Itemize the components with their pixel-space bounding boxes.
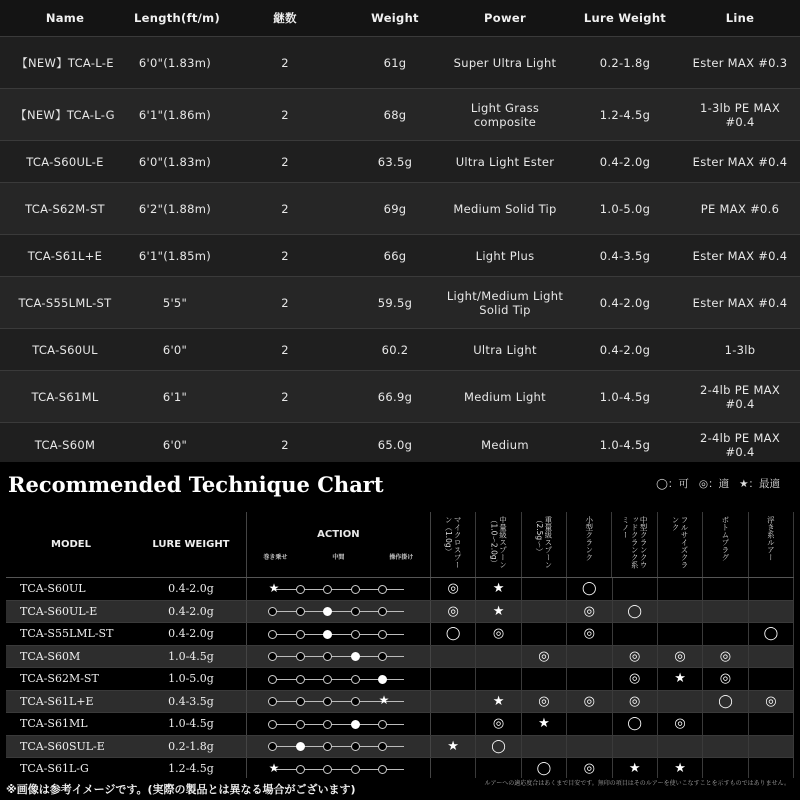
technique-row bbox=[6, 646, 794, 669]
technique-mark: ◎ bbox=[658, 713, 703, 735]
technique-col-6 bbox=[703, 512, 748, 577]
spec-header-4: Power bbox=[484, 11, 526, 25]
spec-cell: Super Ultra Light bbox=[453, 55, 557, 70]
technique-mark bbox=[703, 601, 748, 623]
action-dot bbox=[296, 675, 305, 684]
action-scale bbox=[268, 760, 408, 775]
spec-cell: 1-3lb PE MAX #0.4 bbox=[699, 100, 781, 129]
technique-mark bbox=[658, 601, 703, 623]
action-dot bbox=[351, 675, 360, 684]
technique-mark: ◎ bbox=[613, 668, 658, 690]
action-dot bbox=[268, 607, 277, 616]
technique-mark: ◯ bbox=[749, 623, 794, 645]
action-dot bbox=[351, 585, 360, 594]
lure-note: ルアーへの適応度合はあくまで目安です。無印の項目はそのルアーを使いこなすことを示すものではありません。 bbox=[484, 780, 790, 787]
technique-mark bbox=[476, 646, 521, 668]
technique-mark: ◎ bbox=[522, 646, 567, 668]
row-model: TCA-S55LML-ST bbox=[20, 627, 114, 641]
row-action bbox=[246, 668, 431, 690]
technique-label: 中量級スプーン（1.0〜2.0g） bbox=[489, 516, 508, 569]
technique-row bbox=[6, 601, 794, 624]
spec-cell: 6'1"(1.85m) bbox=[138, 248, 212, 263]
footer bbox=[0, 778, 800, 800]
spec-cell: TCA-S60UL bbox=[32, 342, 98, 357]
spec-cell: 1-3lb bbox=[724, 342, 756, 357]
action-sub-1: 中間 bbox=[332, 553, 345, 561]
spec-cell: 2 bbox=[281, 201, 289, 216]
action-dot bbox=[351, 652, 360, 661]
spec-cell: 61g bbox=[383, 55, 407, 70]
action-dot bbox=[323, 652, 332, 661]
action-dot bbox=[296, 630, 305, 639]
row-model: TCA-S62M-ST bbox=[20, 672, 99, 686]
technique-mark: ◎ bbox=[476, 623, 521, 645]
action-dot bbox=[351, 697, 360, 706]
row-action bbox=[246, 691, 431, 713]
technique-mark bbox=[749, 578, 794, 600]
spec-cell: PE MAX #0.6 bbox=[700, 201, 780, 216]
spec-cell: 60.2 bbox=[381, 342, 409, 357]
spec-cell: 0.4-2.0g bbox=[599, 295, 651, 310]
technique-chart bbox=[0, 462, 800, 800]
row-lure-weight: 1.0-4.5g bbox=[168, 649, 214, 663]
action-dot bbox=[296, 652, 305, 661]
technique-mark: ◎ bbox=[567, 623, 612, 645]
technique-label: フルサイズクランク bbox=[671, 516, 690, 569]
action-dot bbox=[296, 720, 305, 729]
action-scale bbox=[268, 674, 408, 684]
spec-cell: 68g bbox=[383, 107, 407, 122]
action-dot bbox=[351, 742, 360, 751]
spec-cell: Ester MAX #0.4 bbox=[692, 295, 788, 310]
action-dot bbox=[268, 742, 277, 751]
spec-cell: TCA-S60UL-E bbox=[26, 154, 104, 169]
spec-row bbox=[0, 88, 800, 140]
technique-mark bbox=[567, 668, 612, 690]
spec-cell: 66.9g bbox=[377, 389, 413, 404]
technique-mark bbox=[749, 736, 794, 758]
spec-cell: TCA-S60M bbox=[34, 437, 96, 452]
technique-row bbox=[6, 736, 794, 759]
spec-cell: Ester MAX #0.4 bbox=[692, 248, 788, 263]
spec-row bbox=[0, 36, 800, 88]
technique-mark bbox=[522, 668, 567, 690]
spec-row bbox=[0, 234, 800, 276]
action-dot bbox=[351, 765, 360, 774]
technique-row bbox=[6, 578, 794, 601]
spec-cell: 6'1"(1.86m) bbox=[138, 107, 212, 122]
action-dot bbox=[296, 742, 305, 751]
row-action bbox=[246, 758, 431, 780]
spec-cell: Medium Solid Tip bbox=[453, 201, 557, 216]
technique-row bbox=[6, 668, 794, 691]
technique-label: 小型クランク bbox=[584, 516, 594, 561]
technique-mark bbox=[749, 646, 794, 668]
spec-cell: 2 bbox=[281, 342, 289, 357]
technique-mark: ★ bbox=[476, 691, 521, 713]
spec-header-6: Line bbox=[725, 11, 755, 25]
action-dot bbox=[323, 607, 332, 616]
technique-mark bbox=[658, 578, 703, 600]
action-dot bbox=[351, 607, 360, 616]
technique-mark bbox=[476, 668, 521, 690]
chart-title: Recommended Technique Chart bbox=[8, 472, 384, 497]
spec-table-body bbox=[0, 36, 800, 466]
spec-header-2: 継数 bbox=[273, 11, 297, 25]
row-action bbox=[246, 623, 431, 645]
technique-mark bbox=[431, 758, 476, 780]
row-model: TCA-S61L-G bbox=[20, 762, 89, 776]
spec-row bbox=[0, 328, 800, 370]
row-model: TCA-S60UL bbox=[20, 582, 86, 596]
action-dot bbox=[323, 765, 332, 774]
technique-mark bbox=[613, 623, 658, 645]
action-scale bbox=[268, 719, 408, 729]
row-lure-weight: 0.4-2.0g bbox=[168, 604, 214, 618]
spec-row bbox=[0, 140, 800, 182]
technique-mark bbox=[703, 713, 748, 735]
spec-cell: Light/Medium Light Solid Tip bbox=[446, 288, 564, 317]
legend-suitable: ◎：適 bbox=[698, 478, 730, 490]
technique-mark: ◯ bbox=[567, 578, 612, 600]
spec-cell: Ultra Light bbox=[473, 342, 537, 357]
col-model: MODEL bbox=[51, 539, 91, 550]
technique-mark bbox=[749, 601, 794, 623]
action-dot bbox=[351, 630, 360, 639]
technique-mark: ★ bbox=[658, 668, 703, 690]
spec-cell: Medium bbox=[481, 437, 529, 452]
technique-mark: ★ bbox=[613, 758, 658, 780]
technique-label: 浮き系ルアー bbox=[766, 516, 776, 561]
spec-cell: 69g bbox=[383, 201, 407, 216]
spec-cell: 0.4-2.0g bbox=[599, 342, 651, 357]
row-lure-weight: 1.0-5.0g bbox=[168, 672, 214, 686]
spec-cell: 59.5g bbox=[377, 295, 413, 310]
action-dot bbox=[296, 697, 305, 706]
action-dot bbox=[296, 607, 305, 616]
technique-col-3 bbox=[567, 512, 612, 577]
spec-row bbox=[0, 182, 800, 234]
technique-mark bbox=[703, 758, 748, 780]
action-dot bbox=[378, 630, 387, 639]
technique-mark bbox=[522, 736, 567, 758]
col-lure-weight: LURE WEIGHT bbox=[152, 539, 230, 550]
technique-col-0 bbox=[431, 512, 476, 577]
spec-cell: 66g bbox=[383, 248, 407, 263]
technique-mark: ◯ bbox=[613, 601, 658, 623]
row-lure-weight: 0.4-3.5g bbox=[168, 694, 214, 708]
spec-cell: 65.0g bbox=[377, 437, 413, 452]
spec-cell: 5'5" bbox=[162, 295, 188, 310]
technique-mark: ◎ bbox=[703, 668, 748, 690]
row-model: TCA-S60M bbox=[20, 649, 81, 663]
action-dot bbox=[268, 652, 277, 661]
action-scale bbox=[268, 606, 408, 616]
spec-cell: 0.4-2.0g bbox=[599, 154, 651, 169]
technique-row bbox=[6, 691, 794, 714]
action-star-icon: ★ bbox=[268, 580, 280, 595]
action-dot bbox=[378, 720, 387, 729]
row-model: TCA-S61L+E bbox=[20, 694, 94, 708]
technique-mark bbox=[431, 691, 476, 713]
action-dot bbox=[323, 675, 332, 684]
col-action-label: ACTION bbox=[317, 528, 360, 540]
spec-cell: 2 bbox=[281, 389, 289, 404]
spec-cell: 1.2-4.5g bbox=[599, 107, 651, 122]
technique-mark bbox=[749, 668, 794, 690]
technique-row bbox=[6, 713, 794, 736]
action-dot bbox=[378, 675, 387, 684]
technique-mark: ◯ bbox=[522, 758, 567, 780]
technique-col-4 bbox=[612, 512, 657, 577]
spec-cell: 2 bbox=[281, 295, 289, 310]
spec-cell: TCA-S62M-ST bbox=[25, 201, 105, 216]
chart-legend bbox=[656, 476, 780, 491]
action-dot bbox=[296, 765, 305, 774]
spec-cell: Medium Light bbox=[464, 389, 546, 404]
technique-mark bbox=[613, 736, 658, 758]
technique-mark bbox=[567, 713, 612, 735]
technique-mark: ◯ bbox=[703, 691, 748, 713]
row-model: TCA-S60UL-E bbox=[20, 604, 98, 618]
spec-header-5: Lure Weight bbox=[583, 11, 667, 25]
technique-label: 中型クランクウッドクランク系ミノー bbox=[621, 516, 649, 569]
action-dot bbox=[323, 630, 332, 639]
action-scale bbox=[268, 651, 408, 661]
technique-grid-header bbox=[6, 512, 794, 578]
technique-mark bbox=[703, 736, 748, 758]
spec-row bbox=[0, 370, 800, 422]
spec-cell: 6'0"(1.83m) bbox=[138, 154, 212, 169]
action-dot bbox=[378, 585, 387, 594]
spec-cell: 1.0-5.0g bbox=[599, 201, 651, 216]
technique-mark bbox=[749, 713, 794, 735]
technique-mark: ◯ bbox=[476, 736, 521, 758]
technique-mark bbox=[613, 578, 658, 600]
technique-mark: ◎ bbox=[703, 646, 748, 668]
technique-label: ボトムプラグ bbox=[720, 516, 730, 561]
technique-mark bbox=[522, 601, 567, 623]
technique-col-7 bbox=[749, 512, 794, 577]
action-star-icon: ★ bbox=[378, 693, 390, 708]
technique-mark bbox=[658, 691, 703, 713]
row-lure-weight: 0.4-2.0g bbox=[168, 582, 214, 596]
technique-mark: ★ bbox=[522, 713, 567, 735]
spec-cell: TCA-S61L+E bbox=[27, 248, 103, 263]
row-action bbox=[246, 646, 431, 668]
technique-mark: ★ bbox=[476, 601, 521, 623]
action-dot bbox=[378, 742, 387, 751]
spec-cell: 6'0" bbox=[162, 437, 188, 452]
action-dot bbox=[323, 742, 332, 751]
technique-mark: ◎ bbox=[431, 578, 476, 600]
spec-header-3: Weight bbox=[371, 11, 419, 25]
spec-cell: 0.2-1.8g bbox=[599, 55, 651, 70]
spec-cell: 6'1" bbox=[162, 389, 188, 404]
technique-label: マイクロスプーン（1.0g） bbox=[444, 516, 463, 569]
technique-mark bbox=[522, 623, 567, 645]
spec-cell: 2-4lb PE MAX #0.4 bbox=[699, 430, 781, 459]
spec-cell: TCA-S55LML-ST bbox=[18, 295, 112, 310]
row-action bbox=[246, 578, 431, 600]
technique-mark: ◎ bbox=[567, 601, 612, 623]
technique-mark bbox=[703, 578, 748, 600]
technique-label: 重量級スプーン（2.5g〜） bbox=[534, 516, 553, 569]
technique-mark: ◎ bbox=[431, 601, 476, 623]
technique-mark: ◯ bbox=[613, 713, 658, 735]
technique-mark: ★ bbox=[658, 758, 703, 780]
technique-mark: ◎ bbox=[476, 713, 521, 735]
technique-mark bbox=[567, 646, 612, 668]
technique-mark: ◎ bbox=[613, 691, 658, 713]
action-sub-2: 操作掛け bbox=[389, 553, 414, 561]
row-model: TCA-S61ML bbox=[20, 717, 88, 731]
spec-cell: Ultra Light Ester bbox=[455, 154, 555, 169]
technique-mark: ◎ bbox=[567, 691, 612, 713]
spec-header-0: Name bbox=[45, 11, 85, 25]
technique-row bbox=[6, 623, 794, 646]
action-scale bbox=[268, 741, 408, 751]
technique-mark: ◎ bbox=[567, 758, 612, 780]
technique-mark: ◎ bbox=[749, 691, 794, 713]
spec-row bbox=[0, 422, 800, 466]
spec-cell: 1.0-4.5g bbox=[599, 437, 651, 452]
row-lure-weight: 0.4-2.0g bbox=[168, 627, 214, 641]
technique-grid-body bbox=[6, 578, 794, 781]
spec-cell: 【NEW】TCA-L-G bbox=[15, 107, 115, 122]
technique-mark bbox=[431, 713, 476, 735]
action-star-icon: ★ bbox=[268, 760, 280, 775]
action-dot bbox=[378, 607, 387, 616]
spec-cell: 2 bbox=[281, 55, 289, 70]
spec-table-header bbox=[0, 0, 800, 36]
technique-col-1 bbox=[476, 512, 521, 577]
row-action bbox=[246, 736, 431, 758]
spec-header-1: Length(ft/m) bbox=[134, 11, 221, 25]
spec-cell: Ester MAX #0.4 bbox=[692, 154, 788, 169]
technique-mark bbox=[431, 646, 476, 668]
action-dot bbox=[323, 585, 332, 594]
spec-cell: Ester MAX #0.3 bbox=[692, 55, 788, 70]
spec-cell: 【NEW】TCA-L-E bbox=[16, 55, 114, 70]
spec-cell: 6'0" bbox=[162, 342, 188, 357]
technique-mark bbox=[431, 668, 476, 690]
technique-mark: ◯ bbox=[431, 623, 476, 645]
action-dot bbox=[378, 765, 387, 774]
row-lure-weight: 1.2-4.5g bbox=[168, 762, 214, 776]
technique-mark: ★ bbox=[476, 578, 521, 600]
spec-cell: 2 bbox=[281, 437, 289, 452]
action-sub-labels bbox=[263, 552, 413, 561]
action-dot bbox=[268, 675, 277, 684]
technique-mark bbox=[522, 578, 567, 600]
spec-cell: 1.0-4.5g bbox=[599, 389, 651, 404]
spec-row bbox=[0, 276, 800, 328]
technique-mark bbox=[658, 736, 703, 758]
technique-mark: ◎ bbox=[658, 646, 703, 668]
row-lure-weight: 1.0-4.5g bbox=[168, 717, 214, 731]
spec-cell: 2 bbox=[281, 107, 289, 122]
action-scale bbox=[268, 629, 408, 639]
spec-cell: 2 bbox=[281, 248, 289, 263]
spec-cell: TCA-S61ML bbox=[31, 389, 99, 404]
technique-mark: ◎ bbox=[522, 691, 567, 713]
action-dot bbox=[378, 652, 387, 661]
action-dot bbox=[268, 720, 277, 729]
action-dot bbox=[268, 697, 277, 706]
technique-mark: ◎ bbox=[613, 646, 658, 668]
technique-mark bbox=[658, 623, 703, 645]
row-action bbox=[246, 601, 431, 623]
action-sub-0: 巻き乗せ bbox=[263, 553, 288, 561]
legend-best: ★：最適 bbox=[739, 478, 780, 490]
row-lure-weight: 0.2-1.8g bbox=[168, 739, 214, 753]
action-dot bbox=[323, 697, 332, 706]
row-model: TCA-S60SUL-E bbox=[20, 739, 105, 753]
technique-mark: ★ bbox=[431, 736, 476, 758]
action-scale bbox=[268, 580, 408, 595]
spec-cell: 2-4lb PE MAX #0.4 bbox=[699, 382, 781, 411]
action-dot bbox=[296, 585, 305, 594]
technique-mark bbox=[567, 736, 612, 758]
technique-grid bbox=[6, 512, 794, 781]
spec-cell: Light Grass composite bbox=[470, 100, 540, 129]
action-dot bbox=[268, 630, 277, 639]
image-note: ※画像は参考イメージです。(実際の製品とは異なる場合がございます) bbox=[6, 783, 356, 796]
technique-mark bbox=[749, 758, 794, 780]
technique-mark bbox=[703, 623, 748, 645]
action-dot bbox=[351, 720, 360, 729]
spec-cell: 6'2"(1.88m) bbox=[138, 201, 212, 216]
action-scale bbox=[268, 693, 408, 708]
legend-ok: ◯：可 bbox=[656, 478, 689, 490]
row-action bbox=[246, 713, 431, 735]
technique-col-5 bbox=[658, 512, 703, 577]
spec-cell: 63.5g bbox=[377, 154, 413, 169]
spec-cell: 6'0"(1.83m) bbox=[138, 55, 212, 70]
spec-cell: 0.4-3.5g bbox=[599, 248, 651, 263]
action-dot bbox=[323, 720, 332, 729]
spec-cell: 2 bbox=[281, 154, 289, 169]
technique-mark bbox=[476, 758, 521, 780]
col-action bbox=[246, 512, 431, 577]
technique-col-2 bbox=[522, 512, 567, 577]
spec-cell: Light Plus bbox=[475, 248, 535, 263]
